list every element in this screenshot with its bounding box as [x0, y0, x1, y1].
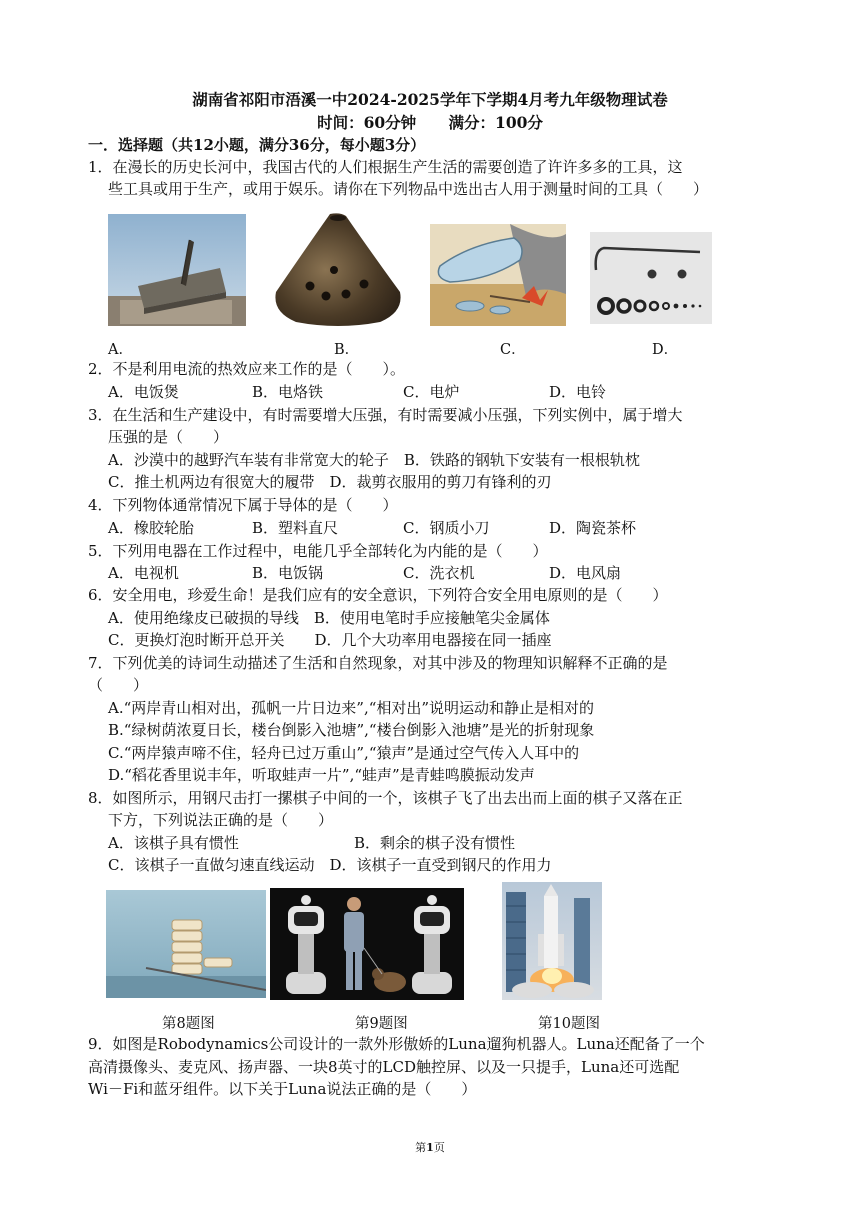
chess-pieces-stack-image: [106, 890, 266, 998]
q2-option-a: A．电饭煲: [108, 383, 179, 401]
q4-option-b: B．塑料直尺: [252, 519, 339, 537]
q3-stem-line2: 压强的是（ ）: [108, 428, 229, 446]
q7-option-a: A.“两岸青山相对出，孤帆一片日边来”,“相对出”说明运动和静止是相对的: [108, 699, 595, 717]
q1-option-a-label: A．: [108, 342, 133, 358]
q5-option-c: C．洗衣机: [403, 564, 475, 582]
q6-options-cd: C．更换灯泡时断开总开关 D．几个大功率用电器接在同一插座: [108, 631, 552, 649]
q4-option-c: C．钢质小刀: [403, 519, 490, 537]
q7-stem-line2: （ ）: [88, 676, 149, 694]
q9-stem-line2: 高清摄像头、麦克风、扬声器、一块8英寸的LCD触控屏、以及一只提手，Luna还可选配: [88, 1058, 680, 1076]
q5-option-d: D．电风扇: [549, 564, 622, 582]
q7-stem-line1: 7．下列优美的诗词生动描述了生活和自然现象，对其中涉及的物理知识解释不正确的是: [88, 654, 668, 672]
page-footer: [0, 1139, 860, 1155]
q3-stem-line1: 3．在生活和生产建设中，有时需要增大压强，有时需要减小压强，下列实例中，属于增大: [88, 406, 683, 424]
q7-option-b: B.“绿树荫浓夏日长，楼台倒影入池塘”,“楼台倒影入池塘”是光的折射现象: [108, 721, 595, 739]
q6-options-ab: A．使用绝缘皮已破损的导线 B．使用电笔时手应接触笔尖金属体: [108, 609, 550, 627]
q8-option-b: B．剩余的棋子没有惯性: [354, 834, 516, 852]
q3-options-cd: C．推土机两边有很宽大的履带 D．裁剪衣服用的剪刀有锋利的刃: [108, 473, 552, 491]
page-number: 1: [426, 1141, 434, 1154]
q5-stem: 5．下列用电器在工作过程中，电能几乎全部转化为内能的是（ ）: [88, 542, 548, 560]
figure-10-caption: 第10题图: [538, 1016, 600, 1032]
q3-options-ab: A．沙漠中的越野汽车装有非常宽大的轮子 B．铁路的钢轨下安装有一根根轨枕: [108, 451, 640, 469]
sundial-image: [108, 214, 246, 326]
q8-options-cd: C．该棋子一直做匀速直线运动 D．该棋子一直受到钢尺的作用力: [108, 856, 552, 874]
q2-option-d: D．电铃: [549, 383, 607, 401]
q4-option-a: A．橡胶轮胎: [108, 519, 194, 537]
figure-9-caption: 第9题图: [355, 1016, 408, 1032]
q8-option-a: A．该棋子具有惯性: [108, 834, 239, 852]
q8-stem-line2: 下方，下列说法正确的是（ ）: [108, 811, 334, 829]
rocket-launch-image: [502, 882, 602, 1000]
luna-robot-image: [270, 888, 464, 1000]
section-heading: 一．选择题（共12小题，满分36分，每小题3分）: [88, 136, 426, 154]
q7-option-d: D.“稻花香里说丰年，听取蛙声一片”,“蛙声”是青蛙鸣膜振动发声: [108, 766, 535, 784]
ocarina-xun-image: [268, 208, 406, 332]
q4-option-d: D．陶瓷茶杯: [549, 519, 637, 537]
figure-8-caption: 第8题图: [162, 1016, 215, 1032]
footer-suffix: 页: [433, 1141, 445, 1154]
q9-stem-line3: Wi－Fi和蓝牙组件。以下关于Luna说法正确的是（ ）: [88, 1080, 477, 1098]
q1-option-c-label: C．: [500, 342, 526, 358]
q2-option-c: C．电炉: [403, 383, 460, 401]
q2-stem: 2．不是利用电流的热效应来工作的是（ ）。: [88, 360, 406, 378]
exam-title: 湖南省祁阳市浯溪一中2024-2025学年下学期4月考九年级物理试卷: [192, 90, 668, 109]
q6-stem: 6．安全用电，珍爱生命！是我们应有的安全意识，下列符合安全用电原则的是（ ）: [88, 586, 668, 604]
q5-option-a: A．电视机: [108, 564, 179, 582]
q9-stem-line1: 9．如图是Robodynamics公司设计的一款外形傲娇的Luna遛狗机器人。Luna还配备了一个: [88, 1035, 705, 1053]
q2-option-b: B．电烙铁: [252, 383, 324, 401]
exam-subtitle: 时间：60分钟 满分：100分: [317, 113, 543, 132]
q1-option-b-label: B．: [334, 342, 360, 358]
q1-stem-line2: 些工具或用于生产，或用于娱乐。请你在下列物品中选出古人用于测量时间的工具（ ）: [108, 180, 709, 198]
bone-tools-image: [590, 232, 712, 324]
q4-stem: 4．下列物体通常情况下属于导体的是（ ）: [88, 496, 398, 514]
q1-stem-line1: 1．在漫长的历史长河中，我国古代的人们根据生产生活的需要创造了许许多多的工具，这: [88, 158, 683, 176]
footer-prefix: 第: [415, 1141, 427, 1154]
q1-option-d-label: D．: [652, 342, 679, 358]
q5-option-b: B．电饭锅: [252, 564, 324, 582]
q8-stem-line1: 8．如图所示，用钢尺击打一摞棋子中间的一个，该棋子飞了出去出而上面的棋子又落在正: [88, 789, 683, 807]
ancient-casting-image: [430, 224, 566, 326]
q7-option-c: C.“两岸猿声啼不住，轻舟已过万重山”,“猿声”是通过空气传入人耳中的: [108, 744, 580, 762]
